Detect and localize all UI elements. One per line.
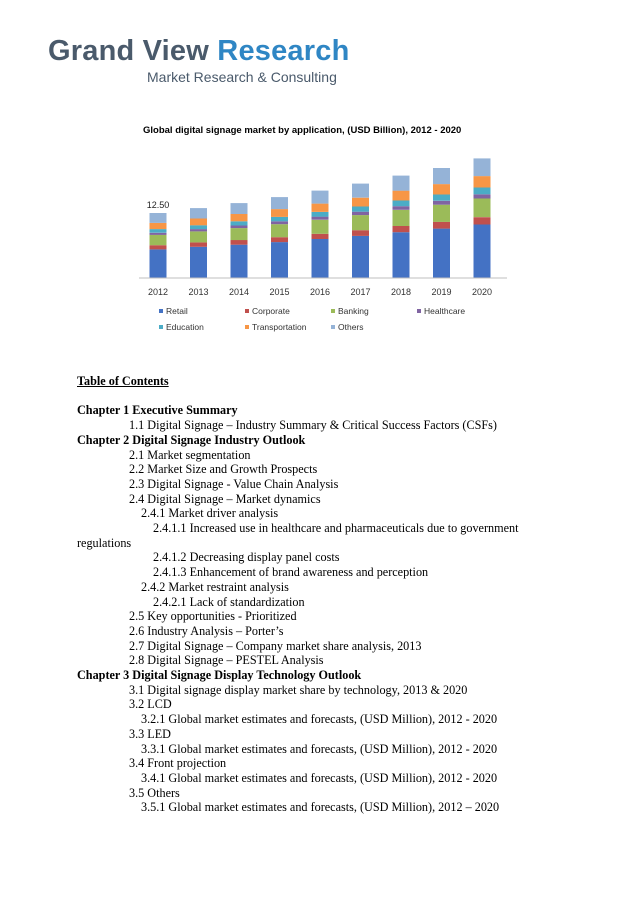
bar-segment-transportation (352, 198, 369, 207)
bar-segment-corporate (433, 222, 450, 229)
bar-segment-education (312, 212, 329, 217)
chart-title: Global digital signage market by application, (USD Billion), 2012 - 2020 (143, 125, 462, 136)
bar-segment-transportation (231, 214, 248, 221)
bar-segment-healthcare (271, 221, 288, 224)
bar-segment-others (433, 168, 450, 184)
bar-segment-others (352, 184, 369, 198)
toc-entry: 3.2.1 Global market estimates and forecasts, (USD Million), 2012 - 2020 (141, 712, 498, 727)
legend-label: Transportation (252, 322, 307, 332)
bar-segment-healthcare (393, 206, 410, 210)
bar-segment-retail (474, 224, 491, 278)
bar-segment-education (150, 229, 167, 233)
toc-lines (77, 403, 557, 815)
bar-segment-transportation (474, 176, 491, 187)
toc-entry: 3.3.1 Global market estimates and forecasts, (USD Million), 2012 - 2020 (141, 741, 498, 756)
bar-segment-healthcare (433, 201, 450, 205)
toc-entry: 2.5 Key opportunities - Prioritized (129, 609, 297, 624)
bar-segment-education (231, 221, 248, 225)
bar-segment-corporate (312, 234, 329, 239)
chart-legend (159, 306, 465, 332)
bar-segment-retail (433, 229, 450, 278)
toc-chapter: Chapter 2 Digital Signage Industry Outlook (77, 432, 306, 447)
bar-segment-retail (190, 247, 207, 278)
bar-segment-banking (231, 228, 248, 240)
bar-segment-transportation (150, 223, 167, 229)
bar-segment-transportation (393, 191, 410, 201)
bar-segment-healthcare (150, 233, 167, 235)
legend-swatch (159, 325, 163, 329)
bar-segment-others (312, 191, 329, 204)
toc-entry: 2.2 Market Size and Growth Prospects (129, 462, 318, 477)
x-tick-label: 2012 (147, 287, 169, 297)
company-logo (48, 34, 349, 86)
toc-entry: 2.6 Industry Analysis – Porter’s (129, 623, 284, 638)
legend-label: Healthcare (424, 306, 466, 316)
toc-entry: 3.4 Front projection (129, 756, 227, 771)
logo-title (48, 34, 349, 68)
legend-swatch (417, 309, 421, 313)
bar-segment-education (393, 201, 410, 207)
toc-chapter: Chapter 1 Executive Summary (77, 403, 238, 418)
bar-segment-healthcare (231, 226, 248, 229)
toc-entry: 3.2 LCD (129, 697, 172, 712)
legend-swatch (159, 309, 163, 313)
bar-segment-retail (393, 232, 410, 278)
bar-segment-others (231, 203, 248, 214)
legend-swatch (331, 309, 335, 313)
bar-segment-corporate (474, 217, 491, 224)
legend-swatch (245, 325, 249, 329)
toc-title: Table of Contents (77, 374, 169, 388)
x-tick-label: 2020 (471, 287, 493, 297)
bar-segment-banking (190, 232, 207, 243)
toc-entry: 2.4.1 Market driver analysis (141, 506, 279, 521)
chart-bars (147, 158, 491, 278)
bar-segment-healthcare (352, 212, 369, 215)
table-of-contents (77, 374, 557, 815)
bar-segment-retail (271, 242, 288, 278)
bar-segment-healthcare (312, 217, 329, 220)
bar-segment-corporate (271, 237, 288, 242)
x-tick-label: 2013 (188, 287, 209, 297)
toc-entry: 2.4 Digital Signage – Market dynamics (129, 491, 321, 506)
bar-segment-banking (474, 198, 491, 217)
bar-segment-education (190, 225, 207, 229)
bar-segment-others (271, 197, 288, 209)
legend-label: Banking (338, 306, 369, 316)
toc-entry: 3.3 LED (129, 726, 171, 741)
x-tick-label: 2017 (350, 287, 371, 297)
toc-entry: 2.7 Digital Signage – Company market share analysis, 2013 (129, 638, 422, 653)
x-axis-ticks (148, 287, 492, 297)
bar-segment-corporate (393, 226, 410, 232)
bar-segment-corporate (190, 242, 207, 246)
x-tick-label: 2014 (228, 287, 250, 297)
x-tick-label: 2018 (390, 287, 412, 297)
legend-label: Education (166, 322, 204, 332)
bar-segment-banking (150, 235, 167, 245)
bar-segment-banking (352, 215, 369, 230)
legend-swatch (331, 325, 335, 329)
bar-segment-banking (433, 205, 450, 222)
bar-segment-banking (312, 220, 329, 234)
bar-segment-corporate (352, 230, 369, 236)
toc-entry: 2.4.1.1 Increased use in healthcare and pharmaceuticals due to government regulations (77, 521, 519, 550)
data-label: 12.50 (146, 200, 170, 210)
bar-segment-transportation (312, 204, 329, 212)
toc-entry: 2.4.2.1 Lack of standardization (153, 594, 305, 609)
bar-segment-banking (393, 210, 410, 226)
toc-entry: 3.4.1 Global market estimates and forecasts, (USD Million), 2012 - 2020 (141, 770, 498, 785)
bar-segment-retail (150, 249, 167, 278)
bar-segment-education (433, 195, 450, 201)
bar-segment-others (474, 158, 491, 176)
bar-segment-banking (271, 224, 288, 237)
toc-entry: 1.1 Digital Signage – Industry Summary & Critical Success Factors (CSFs) (129, 418, 497, 433)
toc-entry: 2.8 Digital Signage – PESTEL Analysis (129, 653, 324, 668)
bar-segment-retail (352, 236, 369, 278)
legend-label: Others (338, 322, 364, 332)
bar-segment-others (150, 213, 167, 223)
toc-entry: 2.4.2 Market restraint analysis (141, 579, 289, 594)
logo-brand-accent: Research (217, 35, 350, 67)
legend-label: Retail (166, 306, 188, 316)
toc-entry: 2.3 Digital Signage - Value Chain Analysis (129, 476, 339, 491)
bar-segment-education (352, 207, 369, 212)
toc-entry: 3.1 Digital signage display market share by technology, 2013 & 2020 (129, 682, 468, 697)
bar-segment-healthcare (474, 194, 491, 198)
toc-chapter: Chapter 3 Digital Signage Display Technology Outlook (77, 668, 362, 683)
bar-segment-others (393, 176, 410, 191)
logo-tagline: Market Research & Consulting (147, 69, 337, 85)
x-tick-label: 2019 (431, 287, 452, 297)
logo-brand-main: Grand View (48, 35, 210, 67)
toc-entry: 3.5.1 Global market estimates and forecasts, (USD Million), 2012 – 2020 (141, 800, 500, 815)
toc-entry: 3.5 Others (129, 785, 180, 800)
toc-entry: 2.4.1.3 Enhancement of brand awareness and perception (153, 565, 429, 580)
legend-swatch (245, 309, 249, 313)
market-chart (135, 118, 517, 350)
x-tick-label: 2015 (269, 287, 290, 297)
legend-label: Corporate (252, 306, 290, 316)
bar-segment-healthcare (190, 229, 207, 231)
bar-segment-transportation (190, 219, 207, 226)
bar-segment-retail (312, 239, 329, 278)
bar-segment-corporate (150, 245, 167, 249)
bar-segment-education (271, 217, 288, 221)
toc-entry: 2.1 Market segmentation (129, 447, 251, 462)
bar-segment-transportation (433, 184, 450, 194)
x-tick-label: 2016 (309, 287, 331, 297)
bar-segment-corporate (231, 240, 248, 245)
bar-segment-education (474, 188, 491, 195)
chart-svg (135, 118, 517, 350)
bar-segment-retail (231, 245, 248, 278)
bar-segment-others (190, 208, 207, 218)
toc-entry: 2.4.1.2 Decreasing display panel costs (153, 550, 340, 565)
bar-segment-transportation (271, 209, 288, 217)
